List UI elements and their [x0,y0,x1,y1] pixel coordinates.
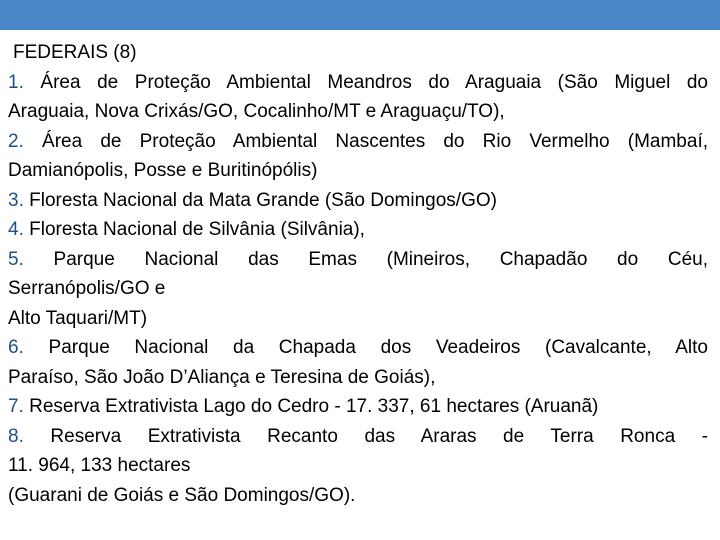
protected-areas-list [8,38,708,510]
item-text: Parque Nacional da Chapada dos Veadeiros (Cavalcante, Alto [48,337,709,358]
item-number: 4. [8,219,24,240]
item-text: Parque Nacional das Emas (Mineiros, Chapadão do Céu, [53,248,708,270]
list-item-2-line-2: Damianópolis, Posse e Buritinópólis) [8,160,318,181]
item-number: 8. [8,425,24,447]
list-item-6-line-2: Paraíso, São João D’Aliança e Teresina de Goiás), [8,366,436,388]
list-item-8-line-3: (Guarani de Goiás e São Domingos/GO). [8,484,356,506]
item-number: 1. [8,71,24,93]
item-text: Floresta Nacional de Silvânia (Silvânia), [29,219,365,240]
list-item-4 [8,215,708,245]
item-number: 7. [8,396,24,417]
item-number: 6. [8,337,24,358]
list-item-5-line-1 [8,245,708,275]
item-number: 5. [8,248,24,270]
list-item-2-line-1 [8,127,708,157]
item-text: Reserva Extrativista Lago do Cedro - 17. 337, 61 hectares (Aruanã) [29,396,599,417]
item-text: Floresta Nacional da Mata Grande (São Domingos/GO) [29,189,497,211]
list-item-8-line-2: 11. 964, 133 hectares [8,455,191,476]
item-text: Área de Proteção Ambiental Nascentes do Rio Vermelho (Mambaí, [42,130,709,152]
list-item-5-line-3: Alto Taquari/MT) [8,307,148,329]
list-item-1-line-2: Araguaia, Nova Crixás/GO, Cocalinho/MT e Araguaçu/TO), [8,101,505,122]
title-bar [0,0,720,30]
list-item-6-line-1 [8,333,708,363]
list-item-8-line-1 [8,422,708,452]
item-number: 3. [8,189,24,211]
item-number: 2. [8,130,24,152]
list-item-7 [8,392,708,422]
item-text: Reserva Extrativista Recanto das Araras de Terra Ronca - [50,425,708,447]
section-heading: FEDERAIS (8) [13,42,137,63]
list-item-5-line-2: Serranópolis/GO e [8,278,166,299]
list-item-1-line-1 [8,68,708,98]
item-text: Área de Proteção Ambiental Meandros do Araguaia (São Miguel do [40,71,709,93]
list-item-3 [8,186,708,216]
